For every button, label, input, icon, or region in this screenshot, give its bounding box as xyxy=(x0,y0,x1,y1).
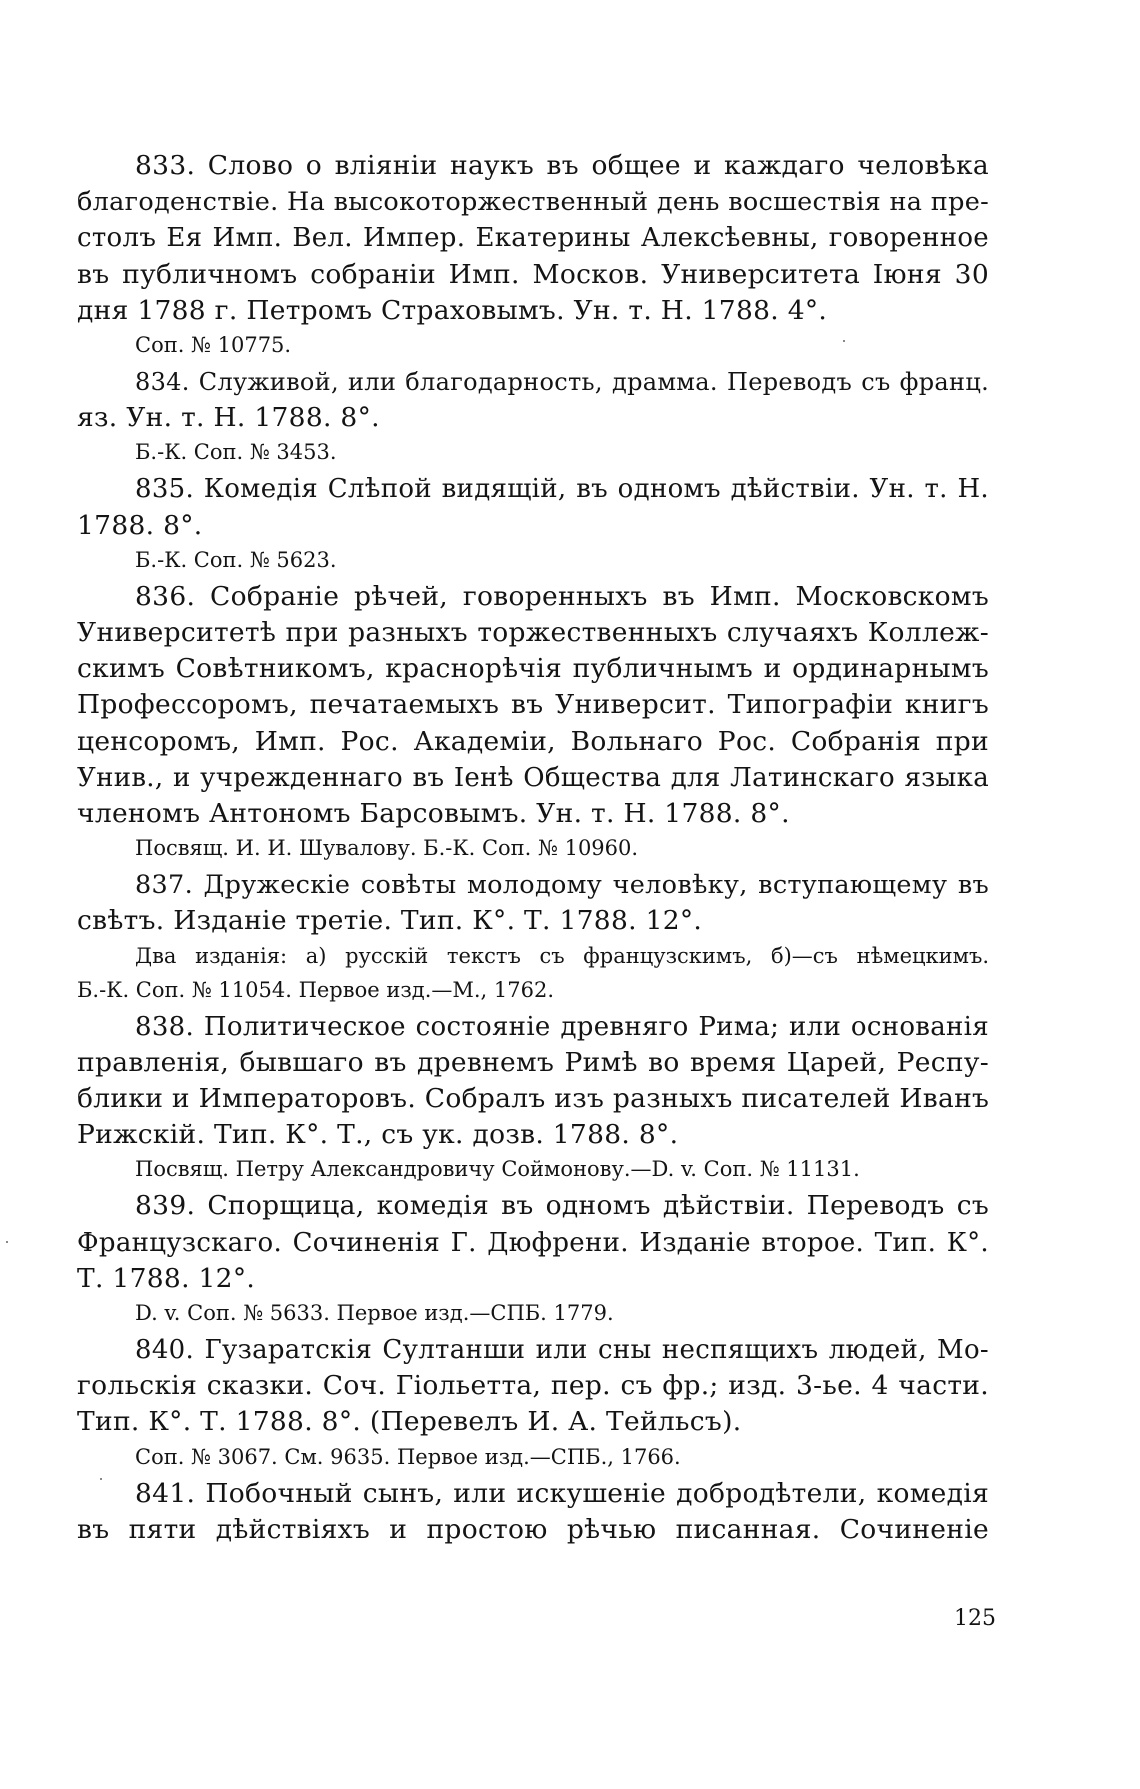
bibliography-text xyxy=(77,148,989,1548)
entry-line: Тип. К°. Т. 1788. 8°. (Перевелъ И. А. Тейльсъ). xyxy=(77,1406,742,1438)
entry-838 xyxy=(77,1009,989,1186)
scan-speck xyxy=(100,1478,102,1480)
entry-line: столъ Ея Имп. Вел. Импер. Екатерины Алексѣевны, говоренное xyxy=(77,223,989,254)
entry-line: Рижскій. Тип. К°. Т., съ ук. дозв. 1788. 8°. xyxy=(77,1119,679,1151)
scan-speck xyxy=(843,340,845,342)
entry-line: свѣтъ. Изданіе третіе. Тип. К°. Т. 1788. 12°. xyxy=(77,905,703,937)
entry-note: Соп. № 10775. xyxy=(135,333,292,358)
entry-837 xyxy=(77,867,989,1005)
entry-note: D. v. Соп. № 5633. Первое изд.—СПБ. 1779. xyxy=(135,1301,614,1326)
entry-833 xyxy=(77,148,989,361)
entry-line: Французскаго. Сочиненія Г. Дюфрени. Изданіе второе. Тип. К°. xyxy=(77,1227,989,1258)
entry-note: Б.-К. Соп. № 5623. xyxy=(135,547,337,572)
entry-line: 841. Побочный сынъ, или искушеніе добродѣтели, комедія xyxy=(135,1477,989,1509)
entry-line: Т. 1788. 12°. xyxy=(77,1262,256,1294)
entry-line: блики и Императоровъ. Собралъ изъ разныхъ писателей Иванъ xyxy=(77,1083,990,1115)
entry-line: 833. Слово о вліяніи наукъ въ общее и каждаго человѣка xyxy=(135,150,989,181)
entry-line: членомъ Антономъ Барсовымъ. Ун. т. Н. 1788. 8°. xyxy=(77,798,790,830)
entry-line: Профессоромъ, печатаемыхъ въ Университ. Типографіи книгъ xyxy=(77,689,989,721)
entry-line: въ пяти дѣйствіяхъ и простою рѣчью писанная. Сочиненіе xyxy=(77,1513,989,1545)
scan-speck xyxy=(6,1241,8,1243)
entry-note: Посвящ. Петру Александровичу Соймонову.—D. v. Соп. № 11131. xyxy=(135,1157,860,1182)
entry-line: 840. Гузаратскія Султанши или сны неспящихъ людей, Мо- xyxy=(135,1335,989,1366)
entry-line: скимъ Совѣтникомъ, краснорѣчія публичнымъ и ординарнымъ xyxy=(77,653,989,685)
entry-line: ценсоромъ, Имп. Рос. Академіи, Вольнаго Рос. Собранія при xyxy=(77,725,989,757)
entry-line: дня 1788 г. Петромъ Страховымъ. Ун. т. Н. 1788. 4°. xyxy=(77,294,828,326)
page-number: 125 xyxy=(954,1606,996,1631)
entry-note: Соп. № 3067. См. 9635. Первое изд.—СПБ., 1766. xyxy=(135,1444,681,1469)
entry-line: 838. Политическое состояніе древняго Рима; или основанія xyxy=(135,1011,989,1042)
entry-836 xyxy=(77,579,989,864)
entry-line: въ публичномъ собраніи Имп. Москов. Университета Іюня 30 xyxy=(77,258,989,290)
entry-835 xyxy=(77,471,989,575)
entry-line: 839. Спорщица, комедія въ одномъ дѣйствіи. Переводъ съ xyxy=(135,1190,989,1222)
entry-note: Б.-К. Соп. № 11054. Первое изд.—М., 1762. xyxy=(77,977,555,1002)
entry-839 xyxy=(77,1188,989,1329)
entry-line: 836. Собраніе рѣчей, говоренныхъ въ Имп. Московскомъ xyxy=(135,580,989,612)
entry-line: гольскія сказки. Соч. Гіольетта, пер. съ фр.; изд. 3-ье. 4 части. xyxy=(77,1370,989,1402)
entry-note: Посвящ. И. И. Шувалову. Б.-К. Соп. № 10960. xyxy=(135,836,639,861)
entry-line: Унив., и учрежденнаго въ Іенѣ Общества для Латинскаго языка xyxy=(77,762,989,793)
entry-line: 837. Дружескіе совѣты молодому человѣку, вступающему въ xyxy=(135,870,989,901)
entry-line: 835. Комедія Слѣпой видящій, въ одномъ дѣйствіи. Ун. т. Н. xyxy=(135,474,989,505)
entry-line: яз. Ун. т. Н. 1788. 8°. xyxy=(77,402,380,434)
entry-line: правленія, бывшаго въ древнемъ Римѣ во время Царей, Респу- xyxy=(77,1046,989,1078)
entry-line: благоденствіе. На высокоторжественный день восшествія на пре- xyxy=(77,187,989,218)
entry-line: 834. Служивой, или благодарность, драмма. Переводъ съ франц. xyxy=(135,368,989,397)
entry-834 xyxy=(77,364,989,468)
entry-note: Б.-К. Соп. № 3453. xyxy=(135,440,337,465)
entry-line: 1788. 8°. xyxy=(77,509,203,541)
entry-line: Университетѣ при разныхъ торжественныхъ случаяхъ Коллеж- xyxy=(77,617,989,649)
entry-840 xyxy=(77,1332,989,1473)
entry-841 xyxy=(77,1476,989,1548)
entry-note: Два изданія: а) русскій текстъ съ французскимъ, б)—съ нѣмецкимъ. xyxy=(135,943,989,968)
